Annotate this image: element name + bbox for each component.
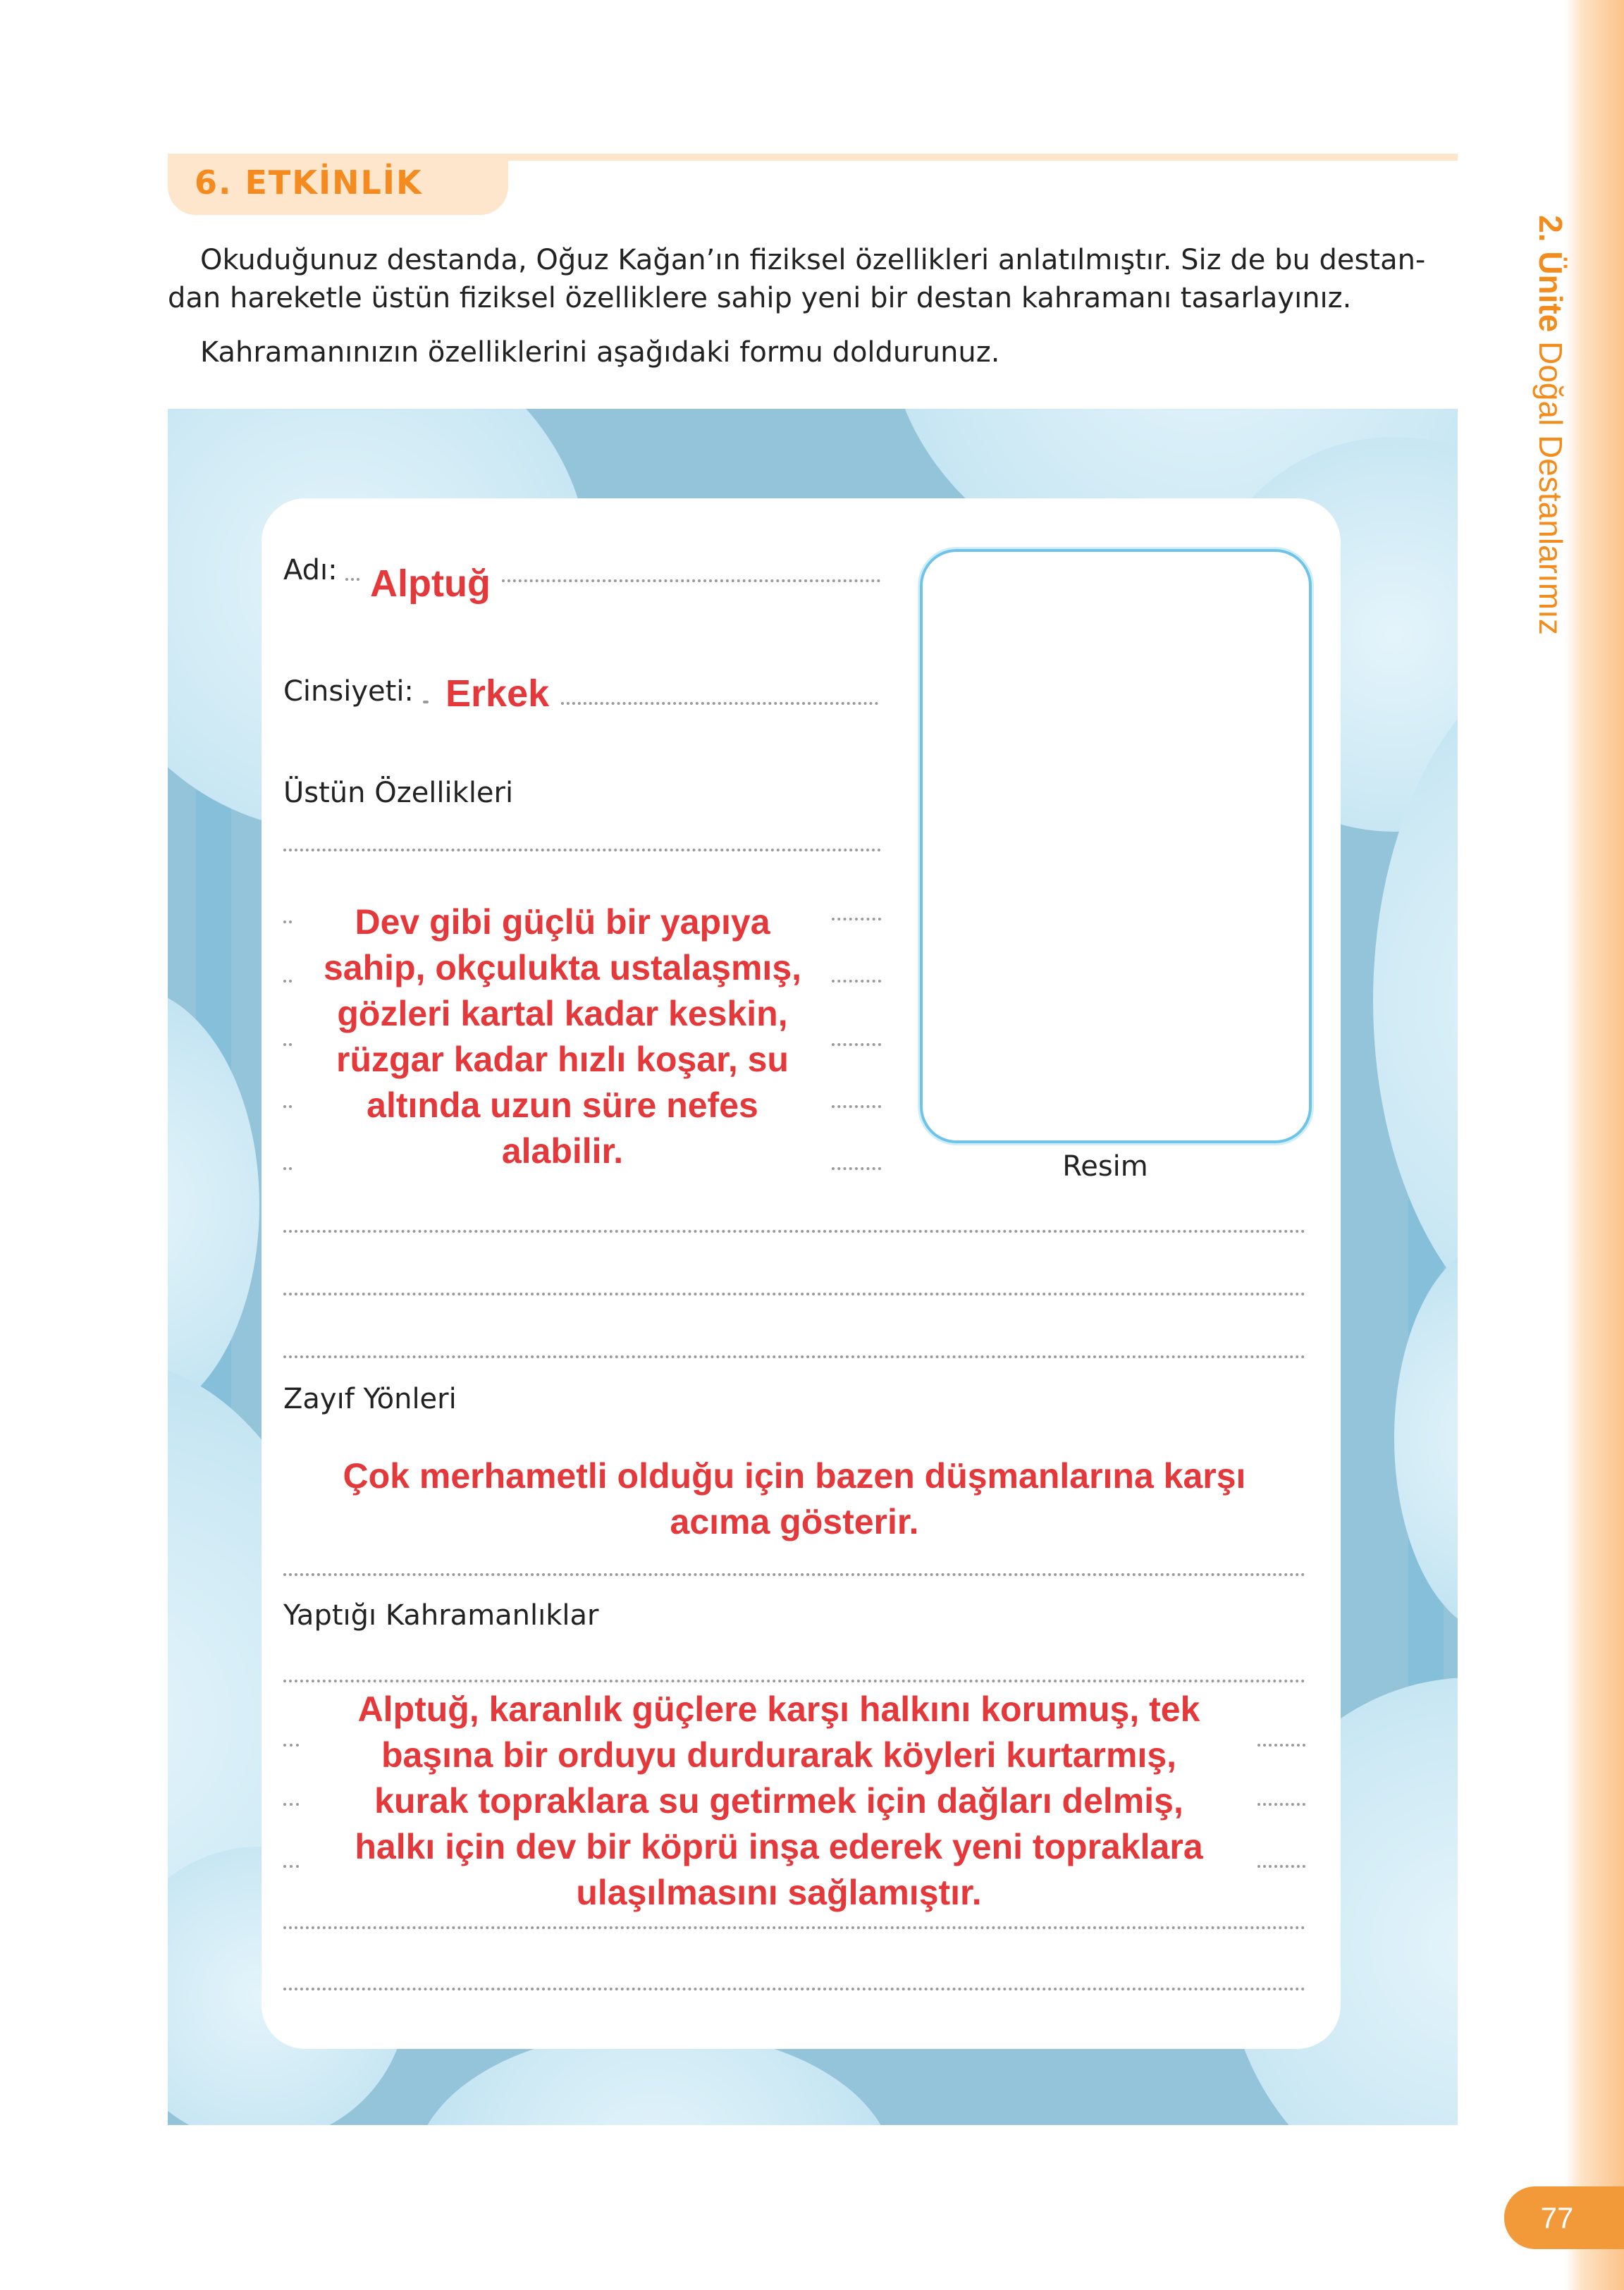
- answer-line: alabilir.: [501, 1131, 624, 1171]
- unit-title: [1532, 215, 1570, 635]
- dotted-line: [283, 1043, 292, 1046]
- answer-line: Çok merhametli olduğu için bazen düşmanlarına karşı: [343, 1456, 1246, 1496]
- strengths-answer[interactable]: [296, 899, 829, 1174]
- unit-name: Doğal Destanlarımız: [1532, 341, 1569, 635]
- heroics-answer[interactable]: [303, 1687, 1255, 1916]
- dotted-line: [345, 578, 359, 581]
- dotted-line: [502, 579, 880, 582]
- answer-line: Dev gibi güçlü bir yapıya: [355, 902, 770, 942]
- answer-line: ulaşılmasını sağlamıştır.: [576, 1873, 982, 1912]
- dotted-line: [283, 1230, 1305, 1233]
- side-strip: [1565, 0, 1624, 2290]
- dotted-line: [561, 702, 878, 705]
- activity-title: 6. ETKİNLİK: [195, 164, 423, 202]
- dotted-line: [283, 980, 292, 983]
- dotted-line: [283, 1293, 1305, 1295]
- answer-line: Alptuğ, karanlık güçlere karşı halkını korumuş, tek: [357, 1689, 1200, 1729]
- intro-line-2: dan hareketle üstün fiziksel özelliklere sahip yeni bir destan kahramanı tasarlayınız.: [168, 282, 1352, 314]
- answer-line: rüzgar kadar hızlı koşar, su: [336, 1040, 789, 1079]
- dotted-line: [283, 1355, 1305, 1358]
- picture-box[interactable]: [920, 549, 1312, 1143]
- dotted-line: [832, 1167, 881, 1170]
- dotted-line: [832, 980, 881, 983]
- dotted-line: [832, 918, 881, 921]
- heroics-label: Yaptığı Kahramanlıklar: [283, 1599, 599, 1632]
- dotted-line: [283, 1167, 292, 1170]
- dotted-line: [283, 1926, 1305, 1929]
- answer-line: halkı için dev bir köprü inşa ederek yeni topraklara: [355, 1827, 1203, 1866]
- answer-line: acıma gösterir.: [670, 1502, 919, 1541]
- weaknesses-label: Zayıf Yönleri: [283, 1383, 457, 1415]
- answer-line: başına bir orduyu durdurarak köyleri kurtarmış,: [381, 1735, 1177, 1775]
- dotted-line: [283, 921, 292, 923]
- gender-label: Cinsiyeti:: [283, 675, 414, 708]
- intro-line-1: Okuduğunuz destanda, Oğuz Kağan’ın fiziksel özellikleri anlatılmıştır. Siz de bu destan-: [200, 244, 1426, 276]
- answer-line: kurak topraklara su getirmek için dağları delmiş,: [374, 1781, 1183, 1821]
- dotted-line: [283, 1803, 299, 1806]
- unit-number: 2. Ünite: [1532, 215, 1569, 333]
- dotted-line: [832, 1043, 881, 1046]
- weaknesses-answer[interactable]: [283, 1453, 1305, 1545]
- dotted-line: [283, 1573, 1305, 1576]
- dotted-line: [283, 849, 881, 851]
- name-label: Adı:: [283, 554, 338, 586]
- gender-value[interactable]: Erkek: [445, 672, 550, 715]
- dotted-line: [283, 1988, 1305, 1990]
- dotted-line: [1257, 1865, 1305, 1868]
- page-number: 77: [1504, 2186, 1624, 2249]
- dotted-line: [283, 1680, 1305, 1682]
- dotted-line: [832, 1105, 881, 1108]
- answer-line: altında uzun süre nefes: [367, 1085, 758, 1125]
- dotted-line: [423, 701, 429, 703]
- answer-line: gözleri kartal kadar keskin,: [337, 994, 788, 1033]
- answer-line: sahip, okçulukta ustalaşmış,: [323, 948, 802, 987]
- strengths-label: Üstün Özellikleri: [283, 777, 514, 809]
- dotted-line: [1257, 1803, 1305, 1806]
- dotted-line: [1257, 1744, 1305, 1747]
- name-value[interactable]: Alptuğ: [370, 562, 491, 605]
- picture-label: Resim: [1062, 1150, 1148, 1183]
- instruction: Kahramanınızın özelliklerini aşağıdaki formu doldurunuz.: [200, 336, 1000, 369]
- dotted-line: [283, 1744, 299, 1747]
- dotted-line: [283, 1865, 299, 1868]
- dotted-line: [283, 1105, 292, 1108]
